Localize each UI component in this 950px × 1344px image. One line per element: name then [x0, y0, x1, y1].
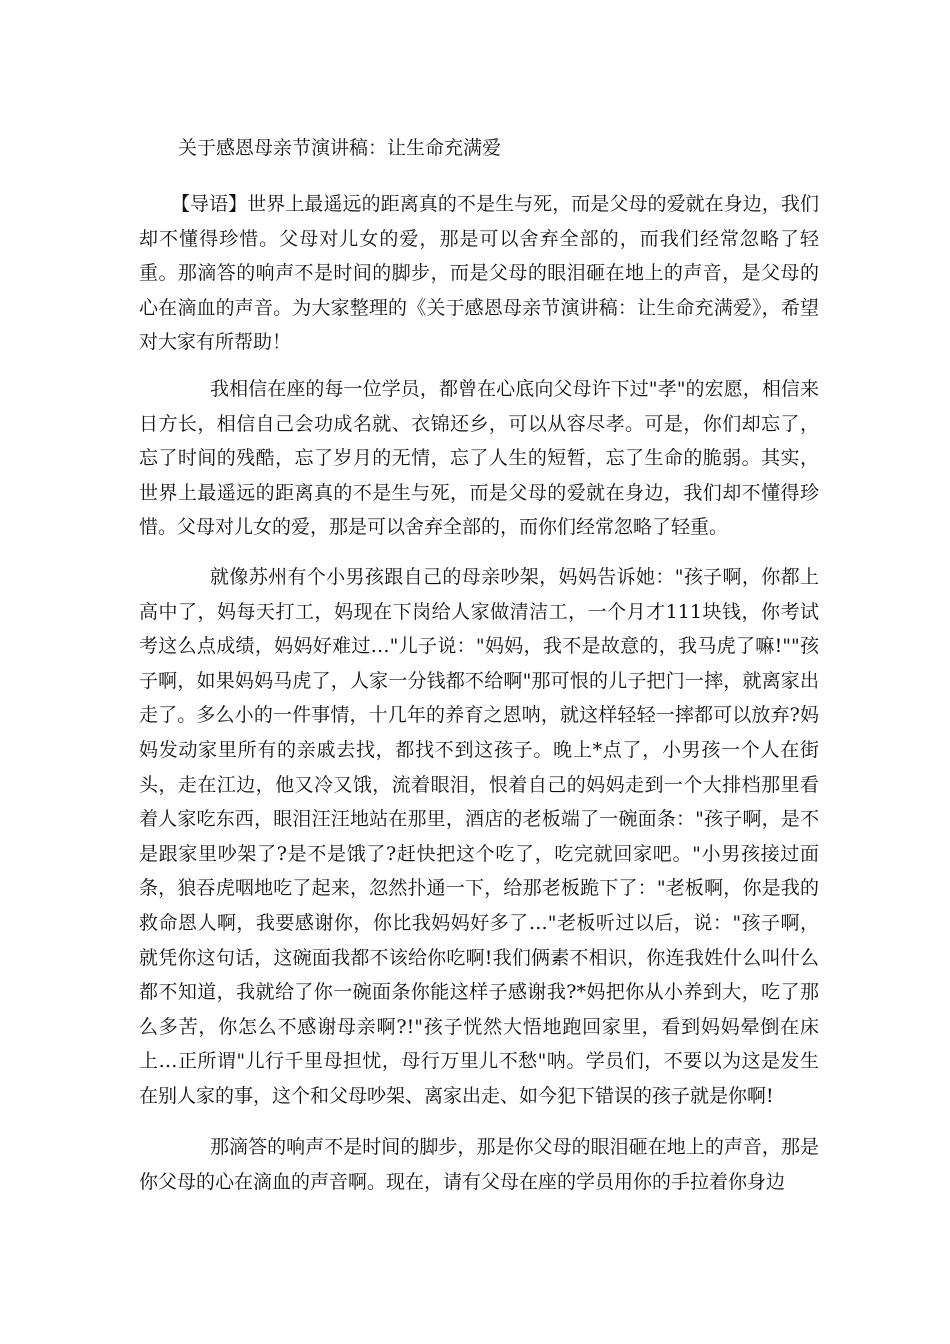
body-paragraph-2: 就像苏州有个小男孩跟自己的母亲吵架，妈妈告诉她："孩子啊，你都上高中了，妈每天打工，妈现在下岗给人家做清洁工，一个月才111块钱，你考试考这么点成绩，妈妈好难过…"儿子说："妈妈，我不是故意的，我马虎了嘛!""孩子啊，如果妈妈马虎了，人家一分钱都不给啊"那可恨的儿子把门一摔，就离家出走了。多么小的一件事情，十几年的养育之恩呐，就这样轻轻一摔都可以放弃?妈妈发动家里所有的亲戚去找，都找不到这孩子。晚上*点了，小男孩一个人在街头，走在江边，他又冷又饿，流着眼泪，恨着自己的妈妈走到一个大排档那里看着人家吃东西，眼泪汪汪地站在那里，酒店的老板端了一碗面条："孩子啊，是不是跟家里吵架了?是不是饿了?赶快把这个吃了，吃完就回家吧。"小男孩接过面条，狼吞虎咽地吃了起来，忽然扑通一下，给那老板跪下了："老板啊，你是我的救命恩人啊，我要感谢你，你比我妈妈好多了…"老板听过以后，说："孩子啊，就凭你这句话，这碗面我都不该给你吃啊!我们俩素不相识，你连我姓什么叫什么都不知道，我就给了你一碗面条你能这样子感谢我?*妈把你从小养到大，吃了那么多苦，你怎么不感谢母亲啊?!"孩子恍然大悟地跑回家里，看到妈妈晕倒在床上…正所谓"儿行千里母担忧，母行万里儿不愁"呐。学员们，不要以为这是发生在别人家的事，这个和父母吵架、离家出走、如今犯下错误的孩子就是你啊!: [139, 566, 819, 1107]
document-title: 关于感恩母亲节演讲稿：让生命充满爱: [178, 137, 502, 159]
body-paragraph-3: 那滴答的响声不是时间的脚步，那是你父母的眼泪砸在地上的声音，那是你父母的心在滴血的声音啊。现在，请有父母在座的学员用你的手拉着你身边: [139, 1136, 819, 1193]
body-paragraph-1: 我相信在座的每一位学员，都曾在心底向父母许下过"孝"的宏愿，相信来日方长，相信自己会功成名就、衣锦还乡，可以从容尽孝。可是，你们却忘了，忘了时间的残酷，忘了岁月的无情，忘了人生的短暂，忘了生命的脆弱。其实，世界上最遥远的距离真的不是生与死，而是父母的爱就在身边，我们却不懂得珍惜。父母对儿女的爱，那是可以舍弃全部的，而你们经常忽略了轻重。: [139, 378, 819, 539]
intro-paragraph: 【导语】世界上最遥远的距离真的不是生与死，而是父母的爱就在身边，我们却不懂得珍惜。父母对儿女的爱，那是可以舍弃全部的，而我们经常忽略了轻重。那滴答的响声不是时间的脚步，而是父母的眼泪砸在地上的声音，是父母的心在滴血的声音。为大家整理的《关于感恩母亲节演讲稿：让生命充满爱》，希望对大家有所帮助！: [139, 193, 819, 354]
